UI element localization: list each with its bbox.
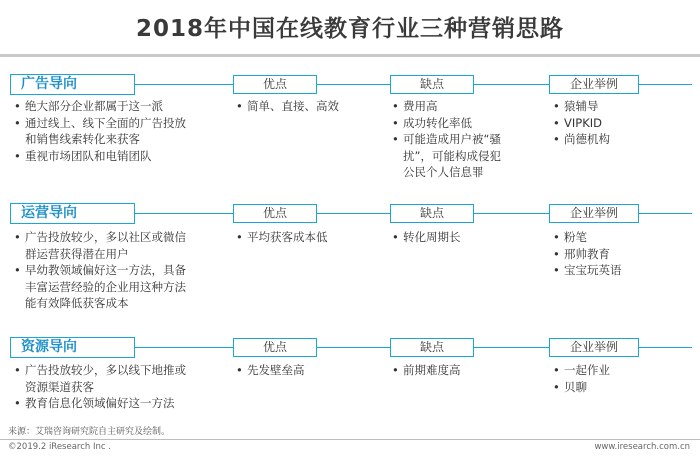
list-item: • 成功转化率低 [392, 115, 472, 130]
source-note: 来源：艾瑞咨询研究院自主研究及绘制。 [8, 427, 171, 437]
header-examples: 企业举例 [549, 204, 639, 223]
list-item: • 通过线上、线下全面的广告投放 和销售线索转化来获客 [14, 115, 186, 146]
header-pros: 优点 [233, 338, 317, 357]
cons-list [392, 362, 461, 379]
desc-list [14, 362, 186, 412]
list-item: • VIPKID [553, 115, 602, 130]
examples-list [553, 362, 610, 395]
header-cons: 缺点 [390, 75, 474, 94]
pros-list [236, 229, 328, 246]
category-label: 资源导向 [10, 337, 135, 358]
list-item: • 宝宝玩英语 [553, 263, 622, 277]
list-item: • 邢帅教育 [553, 246, 610, 261]
list-item: • 尚德机构 [553, 132, 610, 146]
list-item: • 前期难度高 [392, 363, 461, 377]
list-item: • 猿辅导 [553, 99, 599, 113]
list-item: • 先发壁垒高 [236, 363, 305, 377]
header-pros: 优点 [233, 75, 317, 94]
list-item: • 平均获客成本低 [236, 230, 328, 244]
footer-divider [0, 439, 700, 440]
desc-list [14, 229, 186, 312]
list-item: • 一起作业 [553, 363, 610, 377]
list-item: • 简单、直接、高效 [236, 99, 339, 113]
header-cons: 缺点 [390, 338, 474, 357]
page-title: 2018年中国在线教育行业三种营销思路 [135, 16, 564, 42]
list-item: • 早幼教领域偏好这一方法，具备 丰富运营经验的企业用这种方法 能有效降低获客成本 [14, 263, 186, 310]
website-url: www.iresearch.com.cn [594, 442, 690, 452]
title-divider [0, 54, 700, 57]
list-item: • 转化周期长 [392, 230, 461, 244]
list-item: • 绝大部分企业都属于这一派 [14, 99, 163, 113]
list-item: • 广告投放较少，多以线下地推或 资源渠道获客 [14, 363, 186, 394]
header-cons: 缺点 [390, 204, 474, 223]
list-item: • 粉笔 [553, 230, 587, 244]
copyright: ©2019.2 iResearch Inc . [8, 442, 111, 452]
list-item: • 贝聊 [553, 379, 587, 394]
list-item: • 费用高 [392, 99, 438, 113]
list-item: • 广告投放较少，多以社区或微信 群运营获得潜在用户 [14, 230, 186, 261]
category-label: 运营导向 [10, 203, 135, 224]
header-examples: 企业举例 [549, 338, 639, 357]
category-label: 广告导向 [10, 74, 135, 95]
cons-list [392, 229, 461, 246]
list-item: • 重视市场团队和电销团队 [14, 148, 152, 163]
desc-list [14, 98, 186, 164]
list-item: • 教育信息化领域偏好这一方法 [14, 396, 175, 410]
examples-list [553, 229, 622, 279]
pros-list [236, 98, 339, 115]
examples-list [553, 98, 610, 148]
list-item: • 可能造成用户被“骚 扰”，可能构成侵犯 公民个人信息罪 [392, 132, 501, 179]
header-pros: 优点 [233, 204, 317, 223]
pros-list [236, 362, 305, 379]
cons-list [392, 98, 501, 181]
header-examples: 企业举例 [549, 75, 639, 94]
